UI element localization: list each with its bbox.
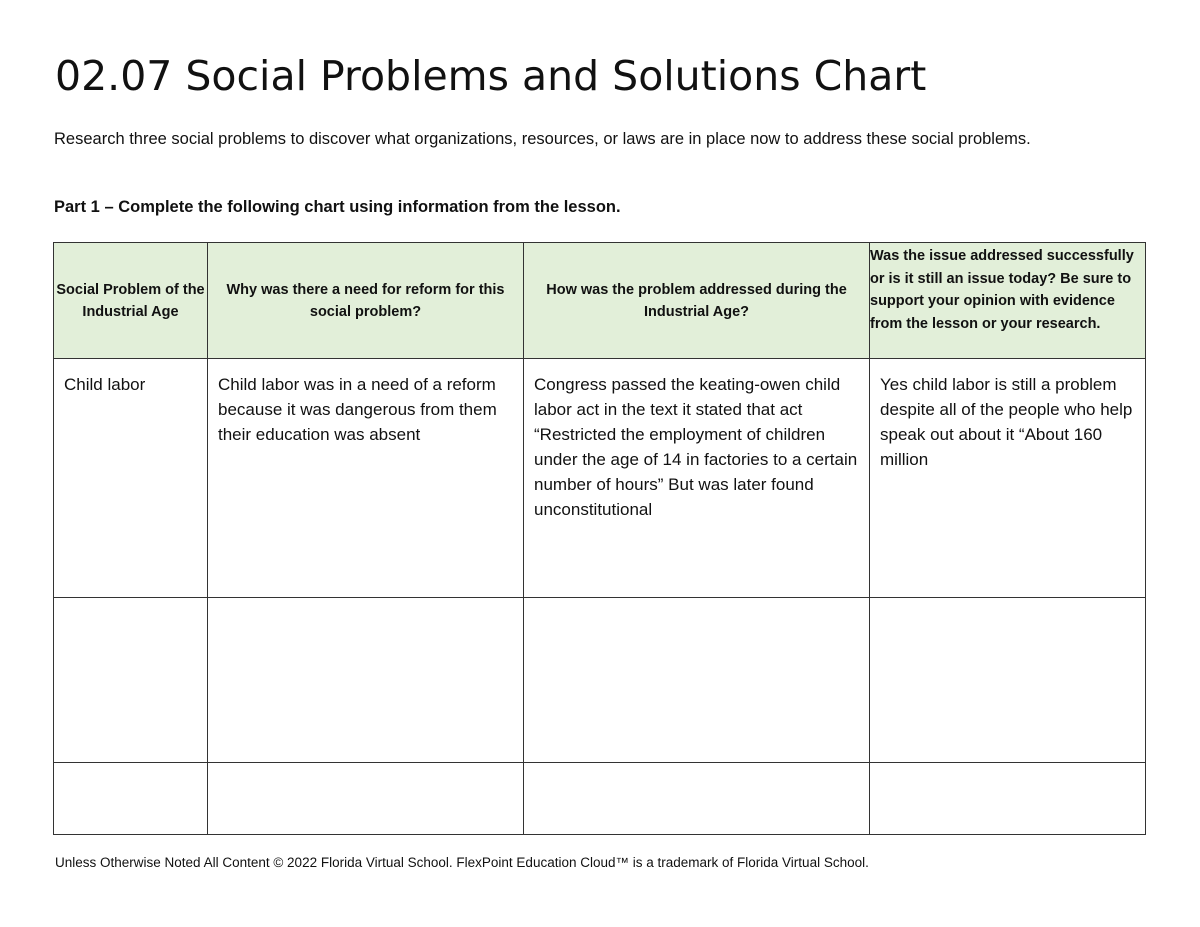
cell-text: Child labor was in a need of a reform because it was dangerous from them their education was absent — [218, 375, 497, 444]
header-need-for-reform: Why was there a need for reform for this social problem? — [208, 243, 524, 359]
table-cell[interactable] — [54, 763, 208, 835]
cell-text — [208, 763, 523, 776]
cell-text — [870, 763, 1145, 776]
table-cell[interactable] — [54, 598, 208, 763]
table-cell[interactable] — [870, 763, 1146, 835]
cell-text: Child labor — [64, 375, 146, 394]
table-cell[interactable] — [524, 763, 870, 835]
table-cell[interactable] — [870, 598, 1146, 763]
solutions-chart-table — [53, 242, 1146, 835]
header-issue-status: Was the issue addressed successfully or is it still an issue today? Be sure to support your opinion with evidence from the lesson or your research. — [870, 243, 1146, 359]
header-social-problem: Social Problem of the Industrial Age — [54, 243, 208, 359]
page-title: 02.07 Social Problems and Solutions Chart — [55, 52, 927, 100]
table-header-row — [54, 243, 1146, 359]
table-cell[interactable] — [524, 359, 870, 598]
cell-text — [54, 763, 207, 776]
part-heading: Part 1 – Complete the following chart using information from the lesson. — [54, 198, 621, 216]
table-cell[interactable] — [208, 763, 524, 835]
table-cell[interactable] — [208, 359, 524, 598]
table-cell[interactable] — [870, 359, 1146, 598]
cell-text — [524, 763, 869, 776]
intro-paragraph: Research three social problems to discover what organizations, resources, or laws are in place now to address these social problems. — [54, 130, 1031, 148]
table-cell[interactable] — [208, 598, 524, 763]
cell-text: Congress passed the keating-owen child labor act in the text it stated that act “Restricted the employment of children under the age of 14 in factories to a certain number of hours” But was later found unconstitutional — [534, 375, 858, 519]
table-row — [54, 763, 1146, 835]
table-row — [54, 359, 1146, 598]
cell-text — [54, 598, 207, 611]
header-how-addressed: How was the problem addressed during the Industrial Age? — [524, 243, 870, 359]
cell-text — [208, 598, 523, 611]
copyright-footer: Unless Otherwise Noted All Content © 2022 Florida Virtual School. FlexPoint Education Cloud™ is a trademark of Florida Virtual School. — [55, 855, 869, 870]
table-row — [54, 598, 1146, 763]
cell-text: Yes child labor is still a problem despite all of the people who help speak out about it “About 160 million — [880, 375, 1133, 469]
cell-text — [870, 598, 1145, 611]
cell-text — [524, 598, 869, 611]
table-cell[interactable] — [524, 598, 870, 763]
table-cell[interactable] — [54, 359, 208, 598]
